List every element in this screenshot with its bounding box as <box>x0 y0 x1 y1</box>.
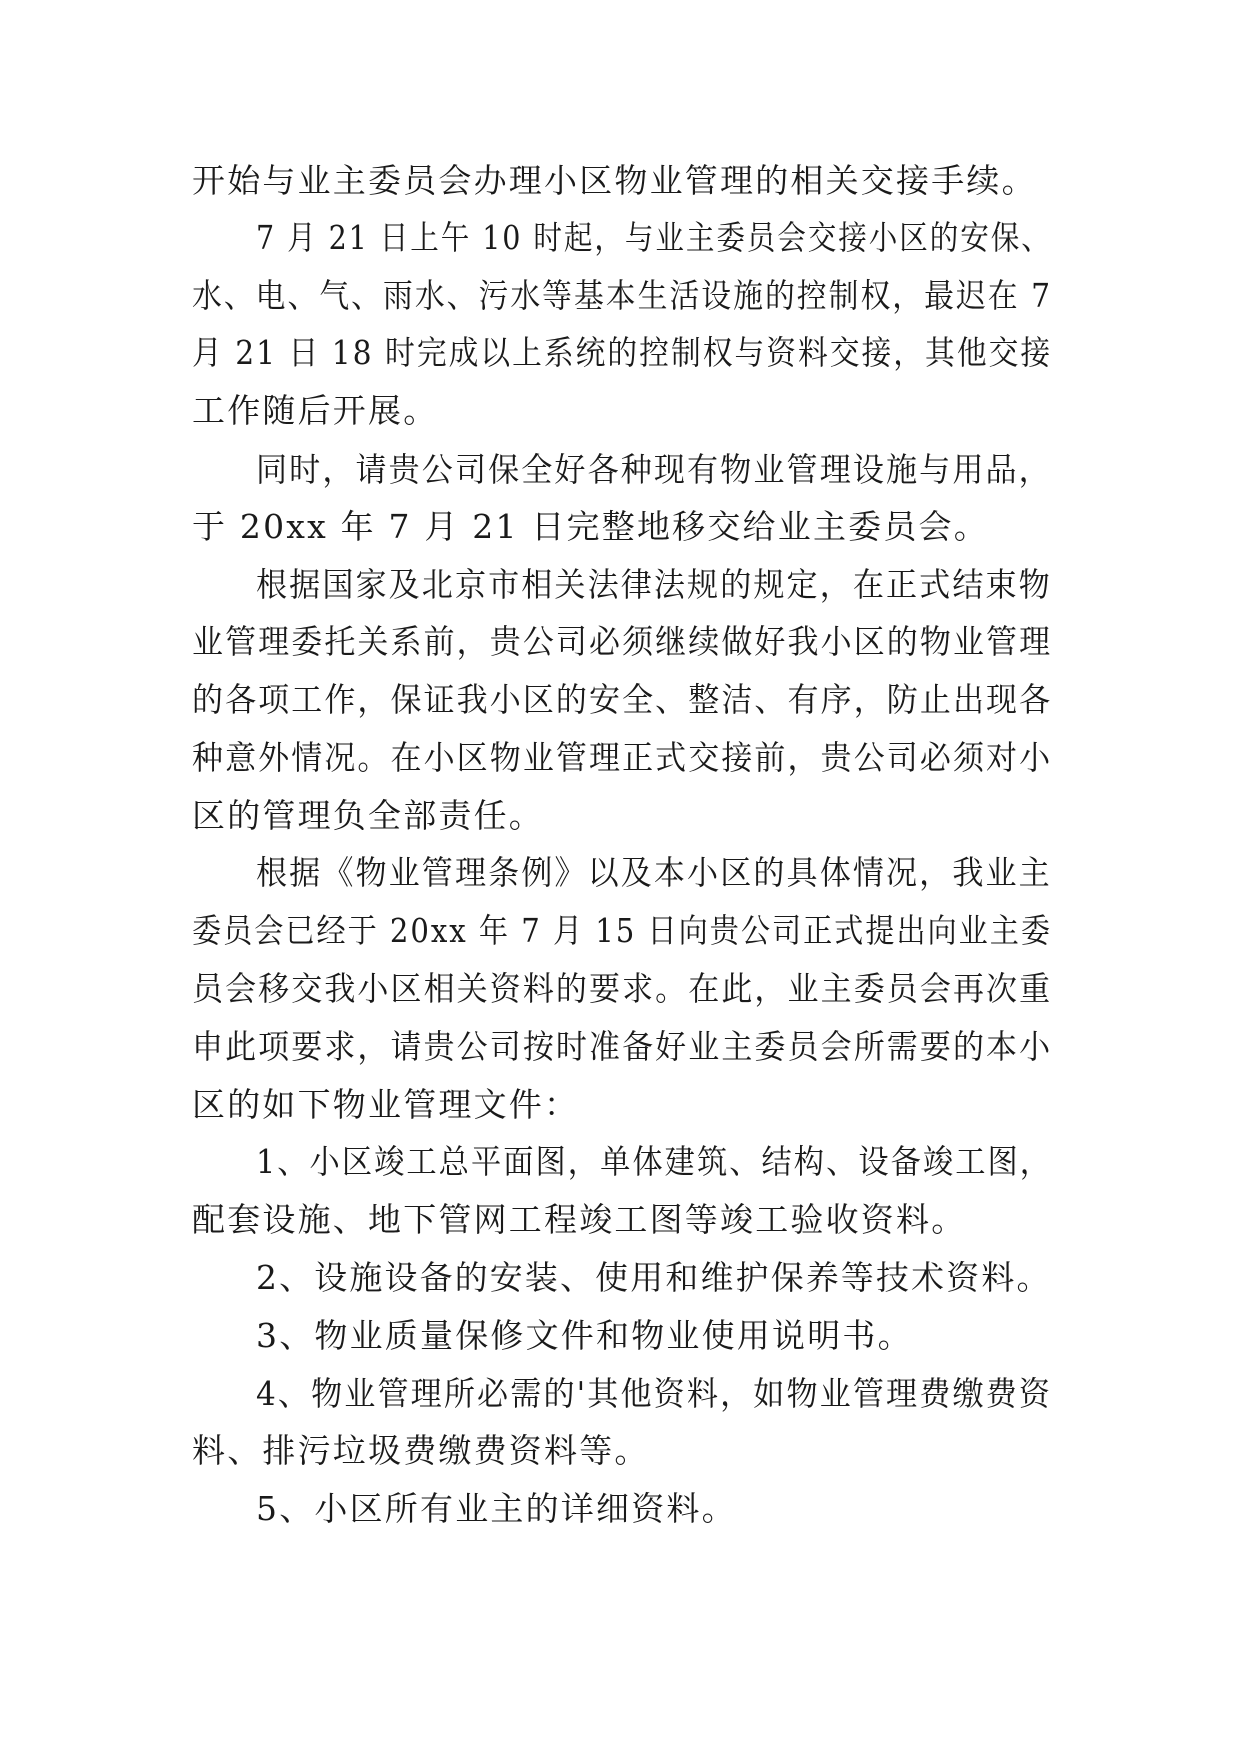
text-line: 水、电、气、雨水、污水等基本生活设施的控制权，最迟在 7 <box>192 276 1053 315</box>
text-line: 3、物业质量保修文件和物业使用说明书。 <box>256 1316 913 1355</box>
text-line: 工作随后开展。 <box>192 391 439 430</box>
text-line: 5、小区所有业主的详细资料。 <box>256 1489 737 1528</box>
text-line: 区的如下物业管理文件： <box>192 1085 580 1124</box>
text-line: 4、物业管理所必需的'其他资料，如物业管理费缴费资 <box>256 1374 1053 1413</box>
text-line: 1、小区竣工总平面图，单体建筑、结构、设备竣工图， <box>256 1142 1053 1181</box>
text-line: 料、排污垃圾费缴费资料等。 <box>192 1431 650 1470</box>
text-line: 同时，请贵公司保全好各种现有物业管理设施与用品， <box>256 450 1052 489</box>
text-line: 业管理委托关系前，贵公司必须继续做好我小区的物业管理 <box>192 622 1053 661</box>
text-line: 配套设施、地下管网工程竣工图等竣工验收资料。 <box>192 1200 967 1239</box>
text-line: 申此项要求，请贵公司按时准备好业主委员会所需要的本小 <box>192 1027 1053 1066</box>
text-line: 根据《物业管理条例》以及本小区的具体情况，我业主 <box>256 853 1052 892</box>
text-line: 月 21 日 18 时完成以上系统的控制权与资料交接，其他交接 <box>192 333 1053 372</box>
text-line: 根据国家及北京市相关法律法规的规定，在正式结束物 <box>256 565 1052 604</box>
text-line: 员会移交我小区相关资料的要求。在此，业主委员会再次重 <box>192 969 1053 1008</box>
text-line: 委员会已经于 20xx 年 7 月 15 日向贵公司正式提出向业主委 <box>192 911 1052 950</box>
text-line: 区的管理负全部责任。 <box>192 796 544 835</box>
text-line: 开始与业主委员会办理小区物业管理的相关交接手续。 <box>192 161 1037 200</box>
text-line: 2、设施设备的安装、使用和维护保养等技术资料。 <box>256 1258 1052 1297</box>
text-line: 于 20xx 年 7 月 21 日完整地移交给业主委员会。 <box>192 507 989 546</box>
text-line: 种意外情况。在小区物业管理正式交接前，贵公司必须对小 <box>192 738 1053 777</box>
text-line: 的各项工作，保证我小区的安全、整洁、有序，防止出现各 <box>192 680 1053 719</box>
text-line: 7 月 21 日上午 10 时起，与业主委员会交接小区的安保、 <box>256 218 1052 257</box>
